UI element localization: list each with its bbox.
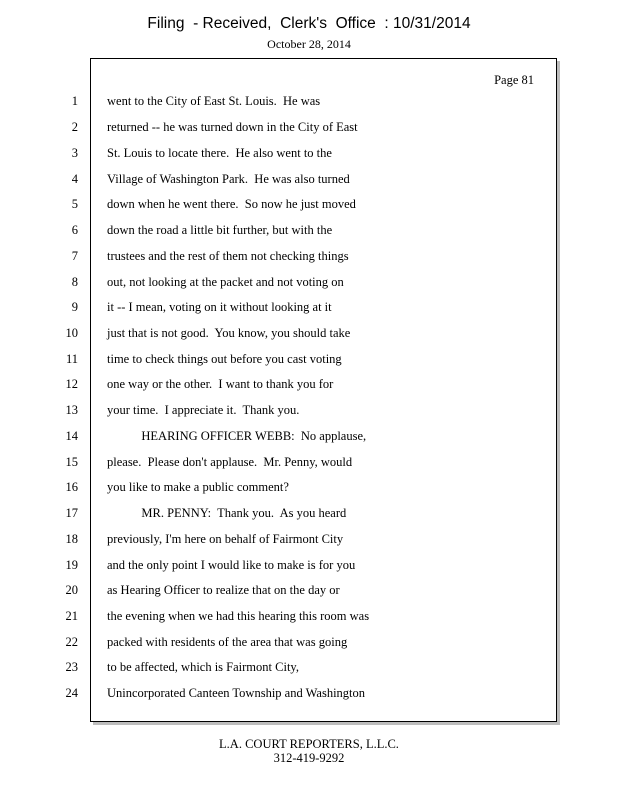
line-number: 23	[65, 660, 78, 674]
court-reporter-phone: 312-419-9292	[273, 751, 345, 765]
line-number: 6	[71, 223, 78, 237]
transcript-line: trustees and the rest of them not checking things	[107, 249, 349, 263]
line-number: 11	[65, 352, 78, 366]
transcript-line: the evening when we had this hearing this room was	[107, 609, 370, 623]
line-number: 4	[71, 172, 78, 186]
line-number: 5	[71, 197, 78, 211]
transcript-line: St. Louis to locate there. He also went to the	[107, 146, 332, 160]
transcript-line: and the only point I would like to make is for you	[107, 558, 356, 572]
transcript-line: it -- I mean, voting on it without looking at it	[107, 300, 332, 314]
transcript-line: packed with residents of the area that was going	[107, 635, 348, 649]
line-number: 16	[65, 480, 78, 494]
transcript-line: you like to make a public comment?	[107, 480, 289, 494]
transcript-line: MR. PENNY: Thank you. As you heard	[107, 506, 347, 520]
transcript-line: as Hearing Officer to realize that on the day or	[107, 583, 340, 597]
line-number: 15	[65, 455, 78, 469]
transcript-line: went to the City of East St. Louis. He was	[107, 94, 321, 108]
transcript-line: please. Please don't applause. Mr. Penny, would	[107, 455, 353, 469]
transcript-line: time to check things out before you cast voting	[107, 352, 342, 366]
transcript-line: returned -- he was turned down in the City of East	[107, 120, 358, 134]
transcript-line: your time. I appreciate it. Thank you.	[107, 403, 300, 417]
line-number: 14	[65, 429, 78, 443]
line-number: 3	[71, 146, 78, 160]
filing-stamp-header: Filing - Received, Clerk's Office : 10/31/2014	[147, 15, 471, 32]
line-number: 17	[65, 506, 78, 520]
line-number: 12	[65, 377, 78, 391]
transcript-line: out, not looking at the packet and not voting on	[107, 275, 344, 289]
transcript-line: one way or the other. I want to thank you for	[107, 377, 334, 391]
line-number: 13	[65, 403, 78, 417]
transcript-line: HEARING OFFICER WEBB: No applause,	[107, 429, 367, 443]
transcript-line: previously, I'm here on behalf of Fairmont City	[107, 532, 344, 546]
line-number: 18	[65, 532, 78, 546]
line-number: 19	[65, 558, 78, 572]
transcript-line: just that is not good. You know, you should take	[107, 326, 351, 340]
page-number: Page 81	[494, 73, 534, 87]
line-number: 8	[71, 275, 78, 289]
court-reporter-company: L.A. COURT REPORTERS, L.L.C.	[219, 737, 399, 751]
transcript-line: Unincorporated Canteen Township and Washington	[107, 686, 366, 700]
line-number: 21	[65, 609, 78, 623]
line-number: 9	[71, 300, 78, 314]
transcript-date: October 28, 2014	[267, 37, 351, 51]
line-number: 1	[71, 94, 78, 108]
line-number: 24	[65, 686, 78, 700]
transcript-line: to be affected, which is Fairmont City,	[107, 660, 299, 674]
line-number: 10	[65, 326, 78, 340]
transcript-line: down the road a little bit further, but with the	[107, 223, 333, 237]
line-number: 20	[65, 583, 78, 597]
line-number: 2	[71, 120, 78, 134]
transcript-line: down when he went there. So now he just moved	[107, 197, 356, 211]
line-number: 22	[65, 635, 78, 649]
line-number: 7	[71, 249, 78, 263]
transcript-line: Village of Washington Park. He was also turned	[107, 172, 350, 186]
